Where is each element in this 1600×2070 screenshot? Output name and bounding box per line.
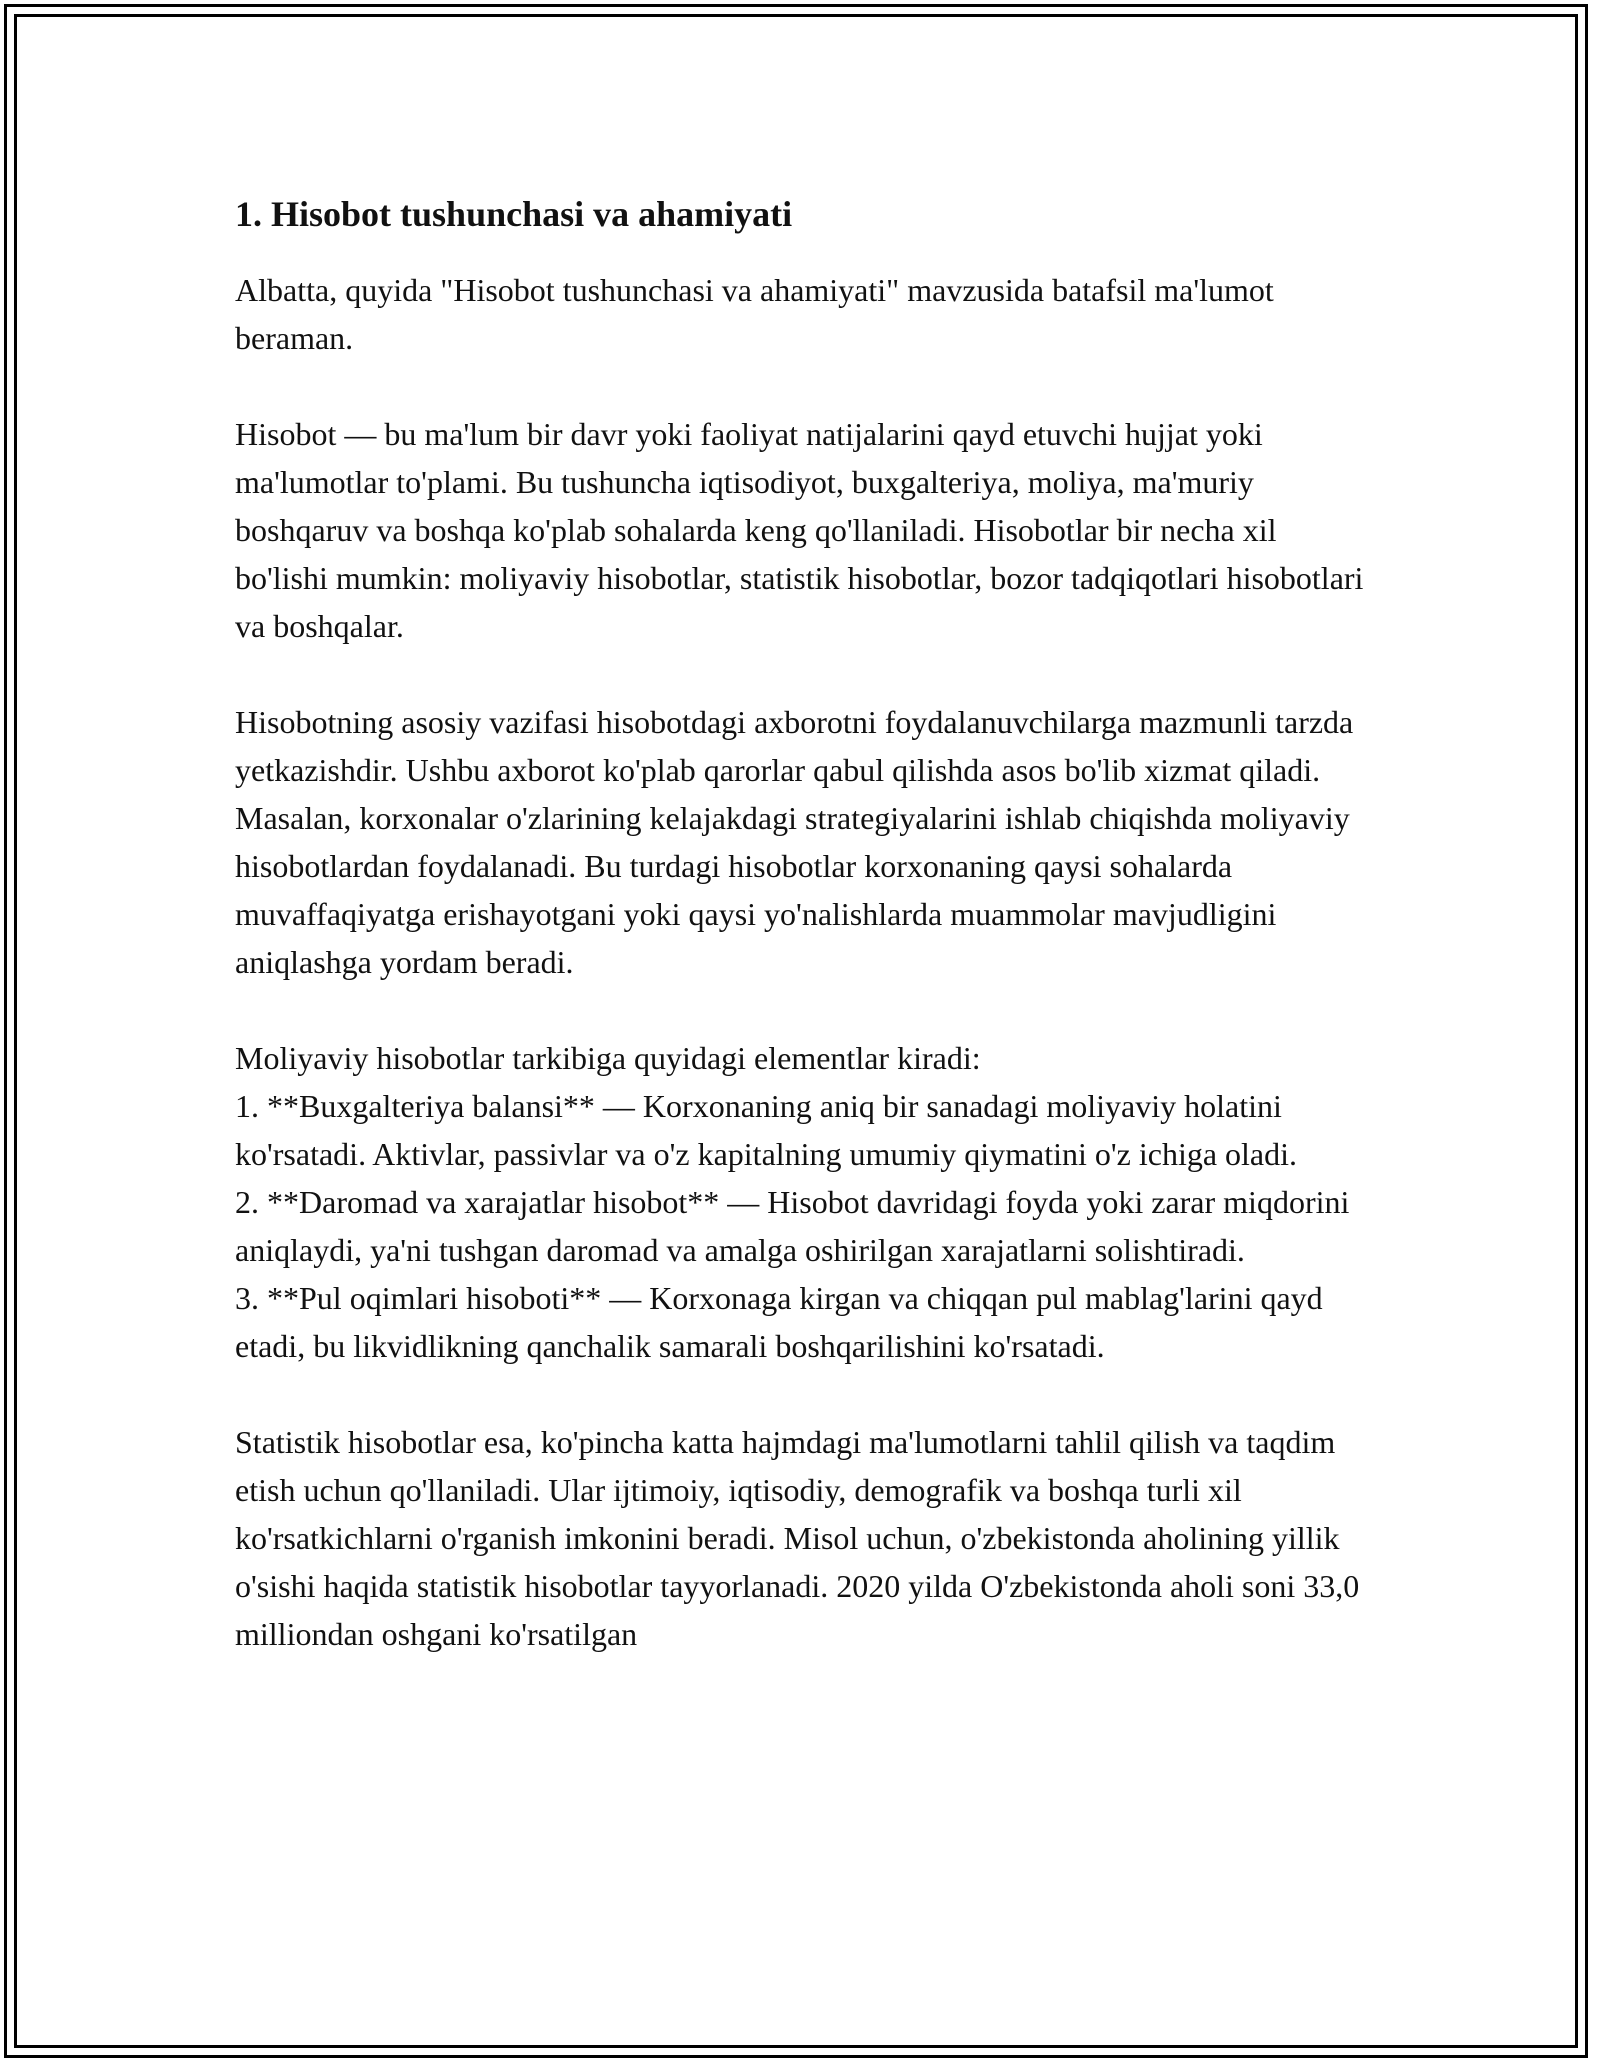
document-body (235, 190, 1375, 1658)
financial-reports-list (235, 1034, 1375, 1370)
list-item: 1. **Buxgalteriya balansi** — Korxonaning aniq bir sanadagi moliyaviy holatini ko'rsatadi. Aktivlar, passivlar va o'z kapitalning umumiy qiymatini o'z ichiga oladi. (235, 1088, 1298, 1172)
list-item: 3. **Pul oqimlari hisoboti** — Korxonaga kirgan va chiqqan pul mablag'larini qayd etadi, bu likvidlikning qanchalik samarali boshqarilishini ko'rsatadi. (235, 1280, 1323, 1364)
section-heading: 1. Hisobot tushunchasi va ahamiyati (235, 194, 793, 234)
statistics-paragraph: Statistik hisobotlar esa, ko'pincha katta hajmdagi ma'lumotlarni tahlil qilish va taqdim etish uchun qo'llaniladi. Ular ijtimoiy, iqtisodiy, demografik va boshqa turli xil ko'rsatkichlarni o'rganish imkonini beradi. Misol uchun, o'zbekistonda aholining yillik o'sishi haqida statistik hisobotlar tayyorlanadi. 2020 yilda O'zbekistonda aholi soni 33,0 milliondan oshgani ko'rsatilgan (235, 1424, 1360, 1652)
definition-paragraph: Hisobot — bu ma'lum bir davr yoki faoliyat natijalarini qayd etuvchi hujjat yoki ma'lumotlar to'plami. Bu tushuncha iqtisodiyot, buxgalteriya, moliya, ma'muriy boshqaruv va boshqa ko'plab sohalarda keng qo'llaniladi. Hisobotlar bir necha xil bo'lishi mumkin: moliyaviy hisobotlar, statistik hisobotlar, bozor tadqiqotlari hisobotlari va boshqalar. (235, 416, 1364, 644)
list-intro: Moliyaviy hisobotlar tarkibiga quyidagi elementlar kiradi: (235, 1040, 981, 1076)
purpose-paragraph: Hisobotning asosiy vazifasi hisobotdagi axborotni foydalanuvchilarga mazmunli tarzda yetkazishdir. Ushbu axborot ko'plab qarorlar qabul qilishda asos bo'lib xizmat qiladi. Masalan, korxonalar o'zlarining kelajakdagi strategiyalarini ishlab chiqishda moliyaviy hisobotlardan foydalanadi. Bu turdagi hisobotlar korxonaning qaysi sohalarda muvaffaqiyatga erishayotgani yoki qaysi yo'nalishlarda muammolar mavjudligini aniqlashga yordam beradi. (235, 704, 1354, 980)
intro-paragraph: Albatta, quyida "Hisobot tushunchasi va ahamiyati" mavzusida batafsil ma'lumot beraman. (235, 272, 1274, 356)
list-item: 2. **Daromad va xarajatlar hisobot** — Hisobot davridagi foyda yoki zarar miqdorini aniqlaydi, ya'ni tushgan daromad va amalga oshirilgan xarajatlarni solishtiradi. (235, 1184, 1350, 1268)
